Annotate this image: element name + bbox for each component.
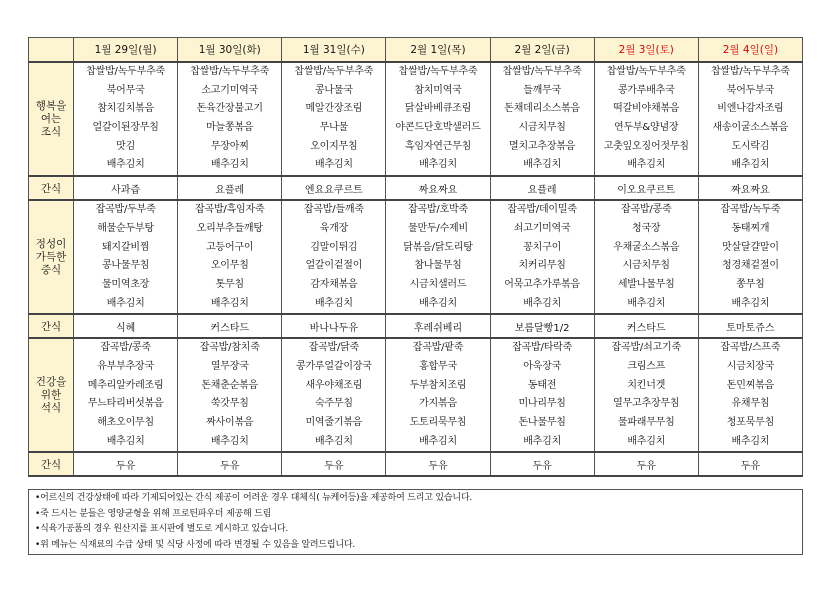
day-header: 2월 2일(금) <box>490 38 594 63</box>
menu-item: 청국장 <box>632 222 661 234</box>
meal-row <box>29 200 803 314</box>
menu-item: 잡곡밥/팥죽 <box>412 342 464 354</box>
menu-item: 쫑무침 <box>736 278 765 290</box>
menu-item: 해초오이무침 <box>97 417 154 428</box>
menu-item: 물만두/수제비 <box>408 222 468 234</box>
menu-item: 메알간장조림 <box>305 103 363 115</box>
menu-item: 배추김치 <box>731 159 770 171</box>
menu-item: 찹쌀밥/녹두부추죽 <box>398 66 478 77</box>
menu-cell <box>698 338 802 452</box>
meal-label: 정성이 가득한 중식 <box>29 200 74 314</box>
menu-cell <box>698 62 802 176</box>
menu-cell <box>74 200 178 314</box>
menu-item: 물파래무무침 <box>617 417 675 428</box>
menu-item: 배추김치 <box>627 435 666 447</box>
note-line: •위 메뉴는 식재료의 수급 상태 및 식당 사정에 따라 변경될 수 있음을 알려드립니다. <box>35 539 356 550</box>
menu-item: 감자채볶음 <box>310 278 358 290</box>
menu-item: 콩나물무침 <box>101 260 150 272</box>
menu-item: 육개장 <box>319 222 349 234</box>
menu-cell <box>386 338 490 452</box>
menu-item: 치킨너겟 <box>627 379 666 391</box>
menu-item: 배추김치 <box>419 435 457 447</box>
menu-item: 잡곡밥/스프죽 <box>720 342 781 354</box>
menu-item: 우채굴소스볶음 <box>613 241 680 253</box>
snack-cell: 두유 <box>178 452 282 476</box>
menu-item: 배추김치 <box>627 297 666 309</box>
snack-cell: 토마토쥬스 <box>698 314 802 338</box>
menu-item: 배추김치 <box>523 159 562 171</box>
menu-item: 야콘드단호박샐러드 <box>395 122 481 134</box>
menu-item: 멸치고추장볶음 <box>508 140 576 152</box>
notes-box <box>28 489 803 555</box>
menu-item: 시금치샐러드 <box>409 278 467 290</box>
menu-cell <box>386 200 490 314</box>
menu-item: 비엔나감자조림 <box>717 103 784 115</box>
menu-item: 꽁치구이 <box>523 241 562 253</box>
menu-cell <box>178 62 282 176</box>
menu-item: 아욱장국 <box>523 360 562 372</box>
menu-cell <box>178 338 282 452</box>
menu-item: 찹쌀밥/녹두부추죽 <box>86 66 166 77</box>
menu-item: 치커리무침 <box>518 260 566 272</box>
snack-row <box>29 176 803 200</box>
menu-item: 참나물무침 <box>414 260 462 272</box>
menu-item: 무나물 <box>319 122 349 134</box>
menu-item: 마늘쫑볶음 <box>206 122 254 134</box>
menu-item: 돈채데리소스볶음 <box>504 103 580 115</box>
meal-label: 건강을 위한 석식 <box>29 338 74 452</box>
menu-item: 미역줄기볶음 <box>305 417 363 428</box>
menu-item: 김말이튀김 <box>310 241 358 253</box>
menu-item: 잡곡밥/데이밀죽 <box>507 204 577 216</box>
snack-label: 간식 <box>29 452 74 476</box>
snack-cell: 커스타드 <box>594 314 698 338</box>
snack-label: 간식 <box>29 314 74 338</box>
menu-item: 배추김치 <box>314 159 353 171</box>
menu-item: 열무장국 <box>210 360 249 372</box>
menu-item: 배추김치 <box>419 297 457 309</box>
menu-item: 맛김 <box>116 140 136 152</box>
menu-item: 크림스프 <box>627 360 666 372</box>
menu-item: 돈민찌볶음 <box>726 379 775 391</box>
snack-cell: 보름달빵1/2 <box>490 314 594 338</box>
snack-cell: 바나나두유 <box>282 314 386 338</box>
menu-item: 무느타리버섯볶음 <box>87 398 164 410</box>
snack-cell: 요플레 <box>490 176 594 200</box>
menu-cell <box>282 338 386 452</box>
menu-item: 쑥갓무침 <box>210 398 249 410</box>
snack-cell: 짜요짜요 <box>386 176 490 200</box>
menu-cell <box>490 200 594 314</box>
note-line: •어르신의 건강상태에 따라 기제되어있는 간식 제공이 어려운 경우 대체식( 뉴케어등)을 제공하여 드리고 있습니다. <box>35 493 473 503</box>
menu-item: 돈나물무침 <box>518 417 566 428</box>
menu-item: 미나리무침 <box>518 398 566 410</box>
menu-item: 쇠고기미역국 <box>513 222 571 234</box>
menu-item: 콩가루배추국 <box>617 84 675 96</box>
menu-item: 고춧잎오징어젓무침 <box>603 140 689 152</box>
snack-cell: 두유 <box>74 452 178 476</box>
menu-item: 잡곡밥/흑임자죽 <box>195 204 265 216</box>
day-header: 2월 1일(목) <box>386 38 490 63</box>
menu-item: 동태전 <box>527 379 557 391</box>
menu-item: 열무고추장무침 <box>613 398 680 410</box>
menu-item: 찹쌀밥/녹두부추죽 <box>502 66 582 77</box>
menu-item: 잡곡밥/닭죽 <box>308 342 360 354</box>
menu-item: 새송이굴소스볶음 <box>712 122 789 134</box>
menu-item: 유채무침 <box>731 398 770 410</box>
menu-item: 잡곡밥/녹두죽 <box>720 204 781 216</box>
snack-cell: 두유 <box>386 452 490 476</box>
menu-cell <box>594 200 698 314</box>
snack-label: 간식 <box>29 176 74 200</box>
meal-row <box>29 338 803 452</box>
menu-item: 홍합무국 <box>419 360 457 372</box>
menu-item: 잡곡밥/호박죽 <box>408 204 468 216</box>
menu-item: 새우야채조림 <box>305 379 363 391</box>
menu-item: 배추김치 <box>106 435 145 447</box>
menu-item: 시금치무침 <box>518 122 566 134</box>
menu-item: 찹쌀밥/녹두부추죽 <box>190 66 270 77</box>
menu-cell <box>490 62 594 176</box>
menu-item: 참치김치볶음 <box>97 103 154 115</box>
menu-item: 고등어구이 <box>206 241 254 253</box>
menu-item: 동태찌개 <box>731 222 770 234</box>
menu-item: 오리부추들깨탕 <box>196 222 263 234</box>
menu-item: 잡곡밥/쇠고기죽 <box>611 342 681 354</box>
header-row <box>29 38 803 63</box>
menu-item: 배추김치 <box>523 435 562 447</box>
menu-cell <box>698 200 802 314</box>
menu-item: 맛살달걀말이 <box>722 241 779 253</box>
snack-row <box>29 452 803 476</box>
menu-item: 시금치장국 <box>726 360 775 372</box>
menu-item: 무장아찌 <box>210 140 249 152</box>
menu-item: 메추리알카레조림 <box>87 379 164 391</box>
menu-item: 배추김치 <box>210 297 249 309</box>
menu-cell <box>74 338 178 452</box>
header-corner <box>29 38 74 63</box>
snack-cell: 두유 <box>490 452 594 476</box>
menu-item: 배추김치 <box>523 297 562 309</box>
menu-cell <box>594 62 698 176</box>
menu-item: 연두부&양념장 <box>614 122 679 134</box>
snack-cell: 커스타드 <box>178 314 282 338</box>
snack-cell: 후레쉬베리 <box>386 314 490 338</box>
day-header: 1월 31일(수) <box>282 38 386 63</box>
menu-item: 잡곡밥/참치죽 <box>199 342 260 354</box>
meal-row <box>29 62 803 176</box>
menu-item: 배추김치 <box>210 159 249 171</box>
menu-item: 유부부추장국 <box>97 360 154 372</box>
snack-cell: 식혜 <box>74 314 178 338</box>
note-line: •식육가공품의 경우 원산지를 표시판에 별도로 게시하고 있습니다. <box>35 524 289 534</box>
menu-item: 참치미역국 <box>414 84 462 96</box>
menu-cell <box>282 200 386 314</box>
menu-item: 콩나물국 <box>314 84 353 96</box>
menu-item: 콩가루얼갈이장국 <box>296 360 372 372</box>
menu-item: 돼지갈비찜 <box>101 241 150 253</box>
snack-cell: 사과즙 <box>74 176 178 200</box>
snack-cell: 엔요요쿠르트 <box>282 176 386 200</box>
menu-item: 배추김치 <box>731 435 770 447</box>
day-header: 1월 29일(월) <box>74 38 178 63</box>
menu-item: 배추김치 <box>419 159 457 171</box>
menu-item: 두부참치조림 <box>409 379 467 391</box>
snack-cell: 두유 <box>282 452 386 476</box>
menu-item: 얼갈이된장무침 <box>92 122 159 134</box>
menu-item: 배추김치 <box>106 297 145 309</box>
day-header: 1월 30일(화) <box>178 38 282 63</box>
menu-item: 닭볶음/닭도리탕 <box>403 241 473 253</box>
menu-item: 소고기미역국 <box>201 84 259 96</box>
menu-item: 잡곡밥/두부죽 <box>95 204 156 216</box>
menu-item: 청경채겉절이 <box>722 260 779 272</box>
menu-item: 떡갈비야채볶음 <box>613 103 680 115</box>
menu-item: 가지볶음 <box>419 398 457 410</box>
menu-item: 찹쌀밥/녹두부추죽 <box>606 66 686 77</box>
menu-cell <box>594 338 698 452</box>
weekly-menu-table <box>28 37 803 477</box>
menu-item: 물미역초장 <box>101 278 150 290</box>
menu-item: 얼갈이겉절이 <box>305 260 363 272</box>
menu-item: 도시락김 <box>731 140 770 152</box>
menu-cell <box>282 62 386 176</box>
snack-cell: 이오요쿠르트 <box>594 176 698 200</box>
menu-item: 배추김치 <box>627 159 666 171</box>
menu-item: 찹쌀밥/녹두부추죽 <box>710 66 790 77</box>
menu-item: 들깨무국 <box>523 84 562 96</box>
menu-item: 도토리묵무침 <box>409 417 467 428</box>
menu-item: 배추김치 <box>731 297 770 309</box>
menu-item: 북어무국 <box>106 84 145 96</box>
menu-item: 돈육간장불고기 <box>196 103 263 115</box>
menu-item: 세발나물무침 <box>617 278 675 290</box>
menu-item: 시금치무침 <box>622 260 670 272</box>
day-header-weekend: 2월 3일(토) <box>594 38 698 63</box>
menu-item: 오이지무침 <box>310 140 358 152</box>
snack-cell: 짜요짜요 <box>698 176 802 200</box>
snack-row <box>29 314 803 338</box>
menu-cell <box>178 200 282 314</box>
menu-item: 잡곡밥/타락죽 <box>512 342 573 354</box>
menu-item: 찹쌀밥/녹두부추죽 <box>294 66 374 77</box>
menu-item: 배추김치 <box>314 435 353 447</box>
day-header-weekend: 2월 4일(일) <box>698 38 802 63</box>
menu-item: 닭살바베큐조림 <box>404 103 472 115</box>
menu-item: 잡곡밥/콩죽 <box>100 342 151 354</box>
menu-cell <box>386 62 490 176</box>
menu-item: 흑임자연근무침 <box>404 140 472 152</box>
menu-item: 톳무침 <box>215 278 244 290</box>
menu-item: 숙주무침 <box>314 398 353 410</box>
snack-cell: 두유 <box>594 452 698 476</box>
menu-item: 어묵고추가루볶음 <box>504 278 580 290</box>
snack-cell: 요플레 <box>178 176 282 200</box>
note-line: •죽 드시는 분들은 영양균형을 위해 프로틴파우더 제공해 드림 <box>35 508 272 519</box>
meal-label: 행복을 여는 조식 <box>29 62 74 176</box>
menu-item: 돈채춘순볶음 <box>201 379 259 391</box>
menu-item: 배추김치 <box>106 159 145 171</box>
snack-cell: 두유 <box>698 452 802 476</box>
menu-item: 배추김치 <box>314 297 353 309</box>
menu-item: 오이무침 <box>210 260 249 272</box>
menu-item: 해물순두부탕 <box>97 222 154 234</box>
menu-item: 청포묵무침 <box>726 417 775 428</box>
menu-item: 잡곡밥/들깨죽 <box>303 204 364 216</box>
menu-cell <box>490 338 594 452</box>
menu-cell <box>74 62 178 176</box>
menu-item: 북어두부국 <box>726 84 775 96</box>
menu-item: 잡곡밥/콩죽 <box>620 204 672 216</box>
menu-item: 배추김치 <box>210 435 249 447</box>
menu-item: 짜사이볶음 <box>206 417 254 428</box>
